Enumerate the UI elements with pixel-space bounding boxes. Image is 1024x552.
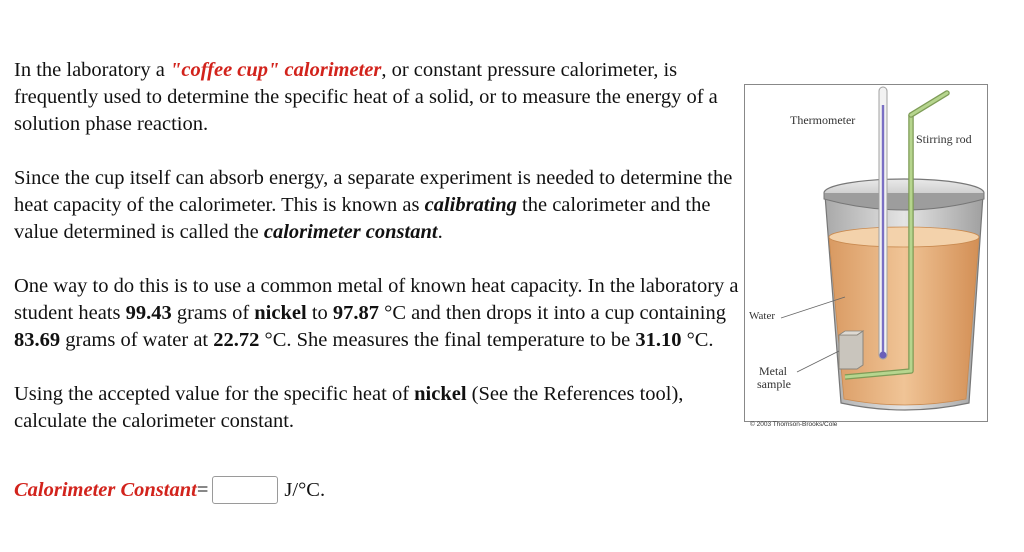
metal-label: Metal xyxy=(759,364,787,378)
metal-sample xyxy=(839,331,863,369)
water-temp-value: 22.72 xyxy=(213,329,260,351)
text-span: Using the accepted value for the specific heat of xyxy=(14,383,415,405)
answer-unit: J/°C. xyxy=(284,478,326,501)
text-span: Since the cup itself can absorb energy, a separate experiment is needed to determine the heat capacity of the calorimeter. This is known as xyxy=(14,167,733,216)
paragraph-experiment xyxy=(14,273,744,354)
metal-leader xyxy=(797,351,839,372)
calorimeter-figure xyxy=(744,84,988,422)
water-mass-value: 83.69 xyxy=(14,329,61,351)
sample-label: sample xyxy=(757,377,791,391)
calorimeter-constant-input[interactable] xyxy=(212,476,278,504)
text-span: °C. xyxy=(681,329,714,351)
figure-credit: © 2003 Thomson-Brooks/Cole xyxy=(750,421,838,428)
thermometer-bulb xyxy=(880,352,887,359)
stirring-rod-handle xyxy=(911,93,947,115)
metal-name: nickel xyxy=(414,383,467,405)
water-surface xyxy=(829,227,979,247)
paragraph-calibration xyxy=(14,165,744,246)
paragraph-question xyxy=(14,381,744,435)
text-span: grams of water at xyxy=(60,329,214,351)
stirring-rod-label: Stirring rod xyxy=(916,132,972,146)
text-span: °C. She measures the final temperature to be xyxy=(259,329,636,351)
thermometer-label: Thermometer xyxy=(790,113,856,127)
text-span: grams of xyxy=(171,302,255,324)
text-span: In the laboratory a xyxy=(14,59,170,81)
text-span: to xyxy=(306,302,333,324)
water-label: Water xyxy=(749,310,775,322)
paragraph-intro xyxy=(14,57,744,138)
text-span: °C and then drops it into a cup containing xyxy=(379,302,726,324)
answer-label: Calorimeter Constant xyxy=(14,478,197,501)
coffee-cup-term: "coffee cup" calorimeter xyxy=(169,59,382,81)
calibrating-term: calibrating xyxy=(424,194,517,216)
final-temp-value: 31.10 xyxy=(635,329,682,351)
calorimeter-constant-term: calorimeter constant xyxy=(263,221,438,243)
problem-text xyxy=(14,57,744,462)
water xyxy=(829,237,979,405)
text-span: , or constant pressure calorimeter, is frequently used to determine the specific heat of a solid, or to measure the energy of a solution phase reaction. xyxy=(14,59,718,135)
metal-mass-value: 99.43 xyxy=(125,302,172,324)
text-span: One way to do this is to use a common metal of known heat capacity. In the laboratory a student heats xyxy=(14,275,739,324)
answer-row xyxy=(14,476,325,504)
equals-sign: = xyxy=(196,478,209,501)
text-span: the calorimeter and the value determined is called the xyxy=(14,194,711,243)
metal-temp-value: 97.87 xyxy=(332,302,380,324)
text-span: (See the References tool), calculate the calorimeter constant. xyxy=(14,383,684,432)
metal-name: nickel xyxy=(254,302,307,324)
text-span: . xyxy=(437,221,443,243)
